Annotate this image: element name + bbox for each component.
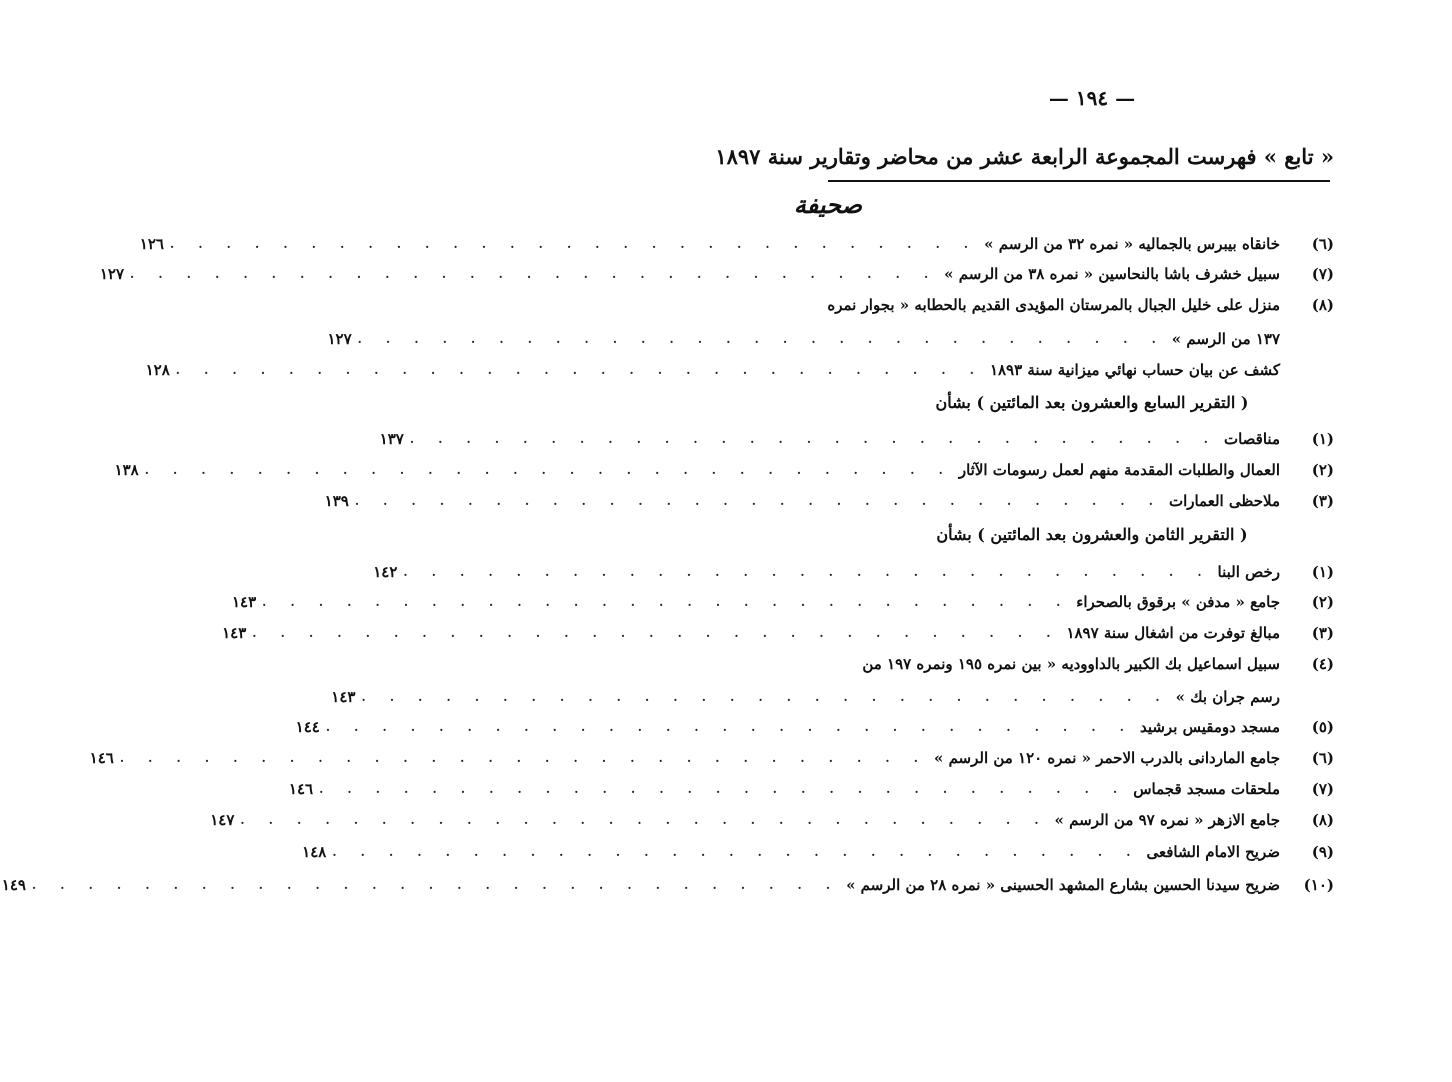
entry-number: (٣) <box>1311 624 1334 642</box>
entry-page: ١٢٧ <box>327 330 352 348</box>
entry-title: جامع الازهر « نمره ٩٧ من الرسم » <box>1054 811 1280 829</box>
entry-page: ١٢٨ <box>145 361 170 379</box>
dot-leader: . . . . . . . . . . . . . . . . . . . . . . . . . . . . . <box>119 751 928 765</box>
toc-entry <box>145 356 1334 384</box>
dot-leader: . . . . . . . . . . . . . . . . . . . . . . . . . . . . . <box>354 494 1163 508</box>
dot-leader: . . . . . . . . . . . . . . . . . . . . . . . . . . . . . <box>409 432 1218 446</box>
section-heading: ( التقرير الثامن والعشرون بعد المائتين ) بشأن <box>936 525 1248 544</box>
dot-leader: . . . . . . . . . . . . . . . . . . . . . . . . . . . . . <box>319 782 1128 796</box>
toc-entry <box>231 588 1334 616</box>
entry-page: ١٤٤ <box>295 718 320 736</box>
entry-number: (٣) <box>1311 492 1334 510</box>
dot-leader: . . . . . . . . . . . . . . . . . . . . . . . . . . . . . <box>175 363 984 377</box>
dot-leader: . . . . . . . . . . . . . . . . . . . . . . . . . . . . . <box>325 720 1134 734</box>
entry-page: ١٣٧ <box>379 430 404 448</box>
toc-entry <box>324 487 1334 515</box>
entry-title: كشف عن بيان حساب نهائي ميزانية سنة ١٨٩٣ <box>989 361 1280 379</box>
entry-number: (١٠) <box>1303 876 1334 894</box>
toc-entry <box>302 838 1334 866</box>
section-heading: ( التقرير السابع والعشرون بعد المائتين ) بشأن <box>935 393 1249 412</box>
entry-number: (٧) <box>1311 780 1334 798</box>
dot-leader: . . . . . . . . . . . . . . . . . . . . . . . . . . . . . <box>252 626 1061 640</box>
entry-number: (٦) <box>1311 749 1334 767</box>
entry-title: ملاحظى العمارات <box>1168 492 1280 510</box>
entry-number: (٥) <box>1311 718 1334 736</box>
toc-entry <box>288 775 1334 803</box>
entry-page: ١٤٨ <box>302 843 327 861</box>
toc-entry <box>327 325 1334 353</box>
entry-number: (٤) <box>1311 655 1334 673</box>
toc-entry <box>295 713 1334 741</box>
entry-number: (٩) <box>1311 843 1334 861</box>
page-column-label: صحيفة <box>793 190 862 219</box>
dot-leader: . . . . . . . . . . . . . . . . . . . . . . . . . . . . . <box>357 332 1166 346</box>
toc-entry <box>822 291 1334 319</box>
dot-leader: . . . . . . . . . . . . . . . . . . . . . . . . . . . . . <box>144 463 953 477</box>
entry-number: (٢) <box>1311 593 1334 611</box>
entry-title: ضريح سيدنا الحسين بشارع المشهد الحسينى « نمره ٢٨ من الرسم » <box>846 876 1280 894</box>
entry-page: ١٤٣ <box>222 624 247 642</box>
header-divider <box>828 180 1330 182</box>
entry-page: ١٤٦ <box>288 780 314 798</box>
entry-title: مسجد دومقيس برشيد <box>1139 718 1280 736</box>
entry-title: رخص البنا <box>1217 563 1280 581</box>
toc-entry <box>114 456 1334 484</box>
entry-page: ١٤٦ <box>89 749 114 767</box>
dot-leader: . . . . . . . . . . . . . . . . . . . . . . . . . . . . . <box>169 237 979 251</box>
entry-title: ضريح الامام الشافعى <box>1146 843 1280 861</box>
document-page <box>1 0 1452 1082</box>
entry-title: سبيل اسماعيل بك الكبير بالداووديه « بين نمره ١٩٥ ونمره ١٩٧ من <box>862 655 1280 673</box>
toc-entry <box>210 806 1334 834</box>
dot-leader: . . . . . . . . . . . . . . . . . . . . . . . . . . . . . <box>332 845 1141 859</box>
toc-entry <box>1 871 1334 899</box>
dot-leader: . . . . . . . . . . . . . . . . . . . . . . . . . . . . . <box>403 565 1212 579</box>
dot-leader: . . . . . . . . . . . . . . . . . . . . . . . . . . . . . <box>31 878 841 892</box>
entry-title: جامع « مدفن » برقوق بالصحراء <box>1076 593 1280 611</box>
dot-leader: . . . . . . . . . . . . . . . . . . . . . . . . . . . . . <box>240 813 1049 827</box>
entry-title: رسم جران بك » <box>1175 688 1280 706</box>
toc-entry <box>89 744 1334 772</box>
dot-leader: . . . . . . . . . . . . . . . . . . . . . . . . . . . . . <box>262 595 1071 609</box>
entry-number: (٧) <box>1311 265 1334 283</box>
entry-page: ١٢٦ <box>139 235 164 253</box>
dot-leader: . . . . . . . . . . . . . . . . . . . . . . . . . . . . . <box>361 690 1170 704</box>
toc-entry <box>822 650 1334 678</box>
entry-title: خانقاه بيبرس بالجماليه « نمره ٣٢ من الرسم » <box>984 235 1280 253</box>
dot-leader: . . . . . . . . . . . . . . . . . . . . . . . . . . . . . <box>130 267 939 281</box>
entry-page: ١٤٣ <box>331 688 356 706</box>
entry-title: ١٣٧ من الرسم » <box>1171 330 1280 348</box>
entry-page: ١٣٩ <box>324 492 349 510</box>
entry-title: منزل على خليل الجبال بالمرستان المؤيدى القديم بالحطابه « بجوار نمره <box>827 296 1280 314</box>
entry-title: مبالغ توفرت من اشغال سنة ١٨٩٧ <box>1066 624 1280 642</box>
entry-page: ١٤٧ <box>210 811 235 829</box>
toc-entry <box>222 619 1334 647</box>
toc-entry <box>331 683 1334 711</box>
entry-title: العمال والطلبات المقدمة منهم لعمل رسومات الآثار <box>958 461 1280 479</box>
toc-entry <box>379 425 1334 453</box>
entry-page: ١٤٩ <box>1 876 26 894</box>
toc-entry <box>99 260 1334 288</box>
entry-page: ١٤٣ <box>231 593 257 611</box>
entry-title: مناقصات <box>1223 430 1280 448</box>
entry-number: (١) <box>1311 563 1334 581</box>
entry-number: (٨) <box>1311 296 1334 314</box>
toc-entry <box>373 558 1334 586</box>
entry-title: جامع الماردانى بالدرب الاحمر « نمره ١٢٠ من الرسم » <box>933 749 1280 767</box>
entry-number: (١) <box>1311 430 1334 448</box>
entry-number: (٢) <box>1311 461 1334 479</box>
entry-page: ١٣٨ <box>114 461 139 479</box>
entry-number: (٦) <box>1311 235 1334 253</box>
entry-page: ١٢٧ <box>99 265 125 283</box>
toc-entry <box>139 230 1334 258</box>
entry-number: (٨) <box>1311 811 1334 829</box>
entry-title: سبيل خشرف باشا بالنحاسين « نمره ٣٨ من الرسم » <box>944 265 1280 283</box>
page-title: « تابع » فهرست المجموعة الرابعة عشر من محاضر وتقارير سنة ١٨٩٧ <box>715 144 1334 169</box>
page-number: — ١٩٤ — <box>1048 86 1136 110</box>
entry-title: ملحقات مسجد قجماس <box>1133 780 1280 798</box>
entry-page: ١٤٢ <box>373 563 398 581</box>
